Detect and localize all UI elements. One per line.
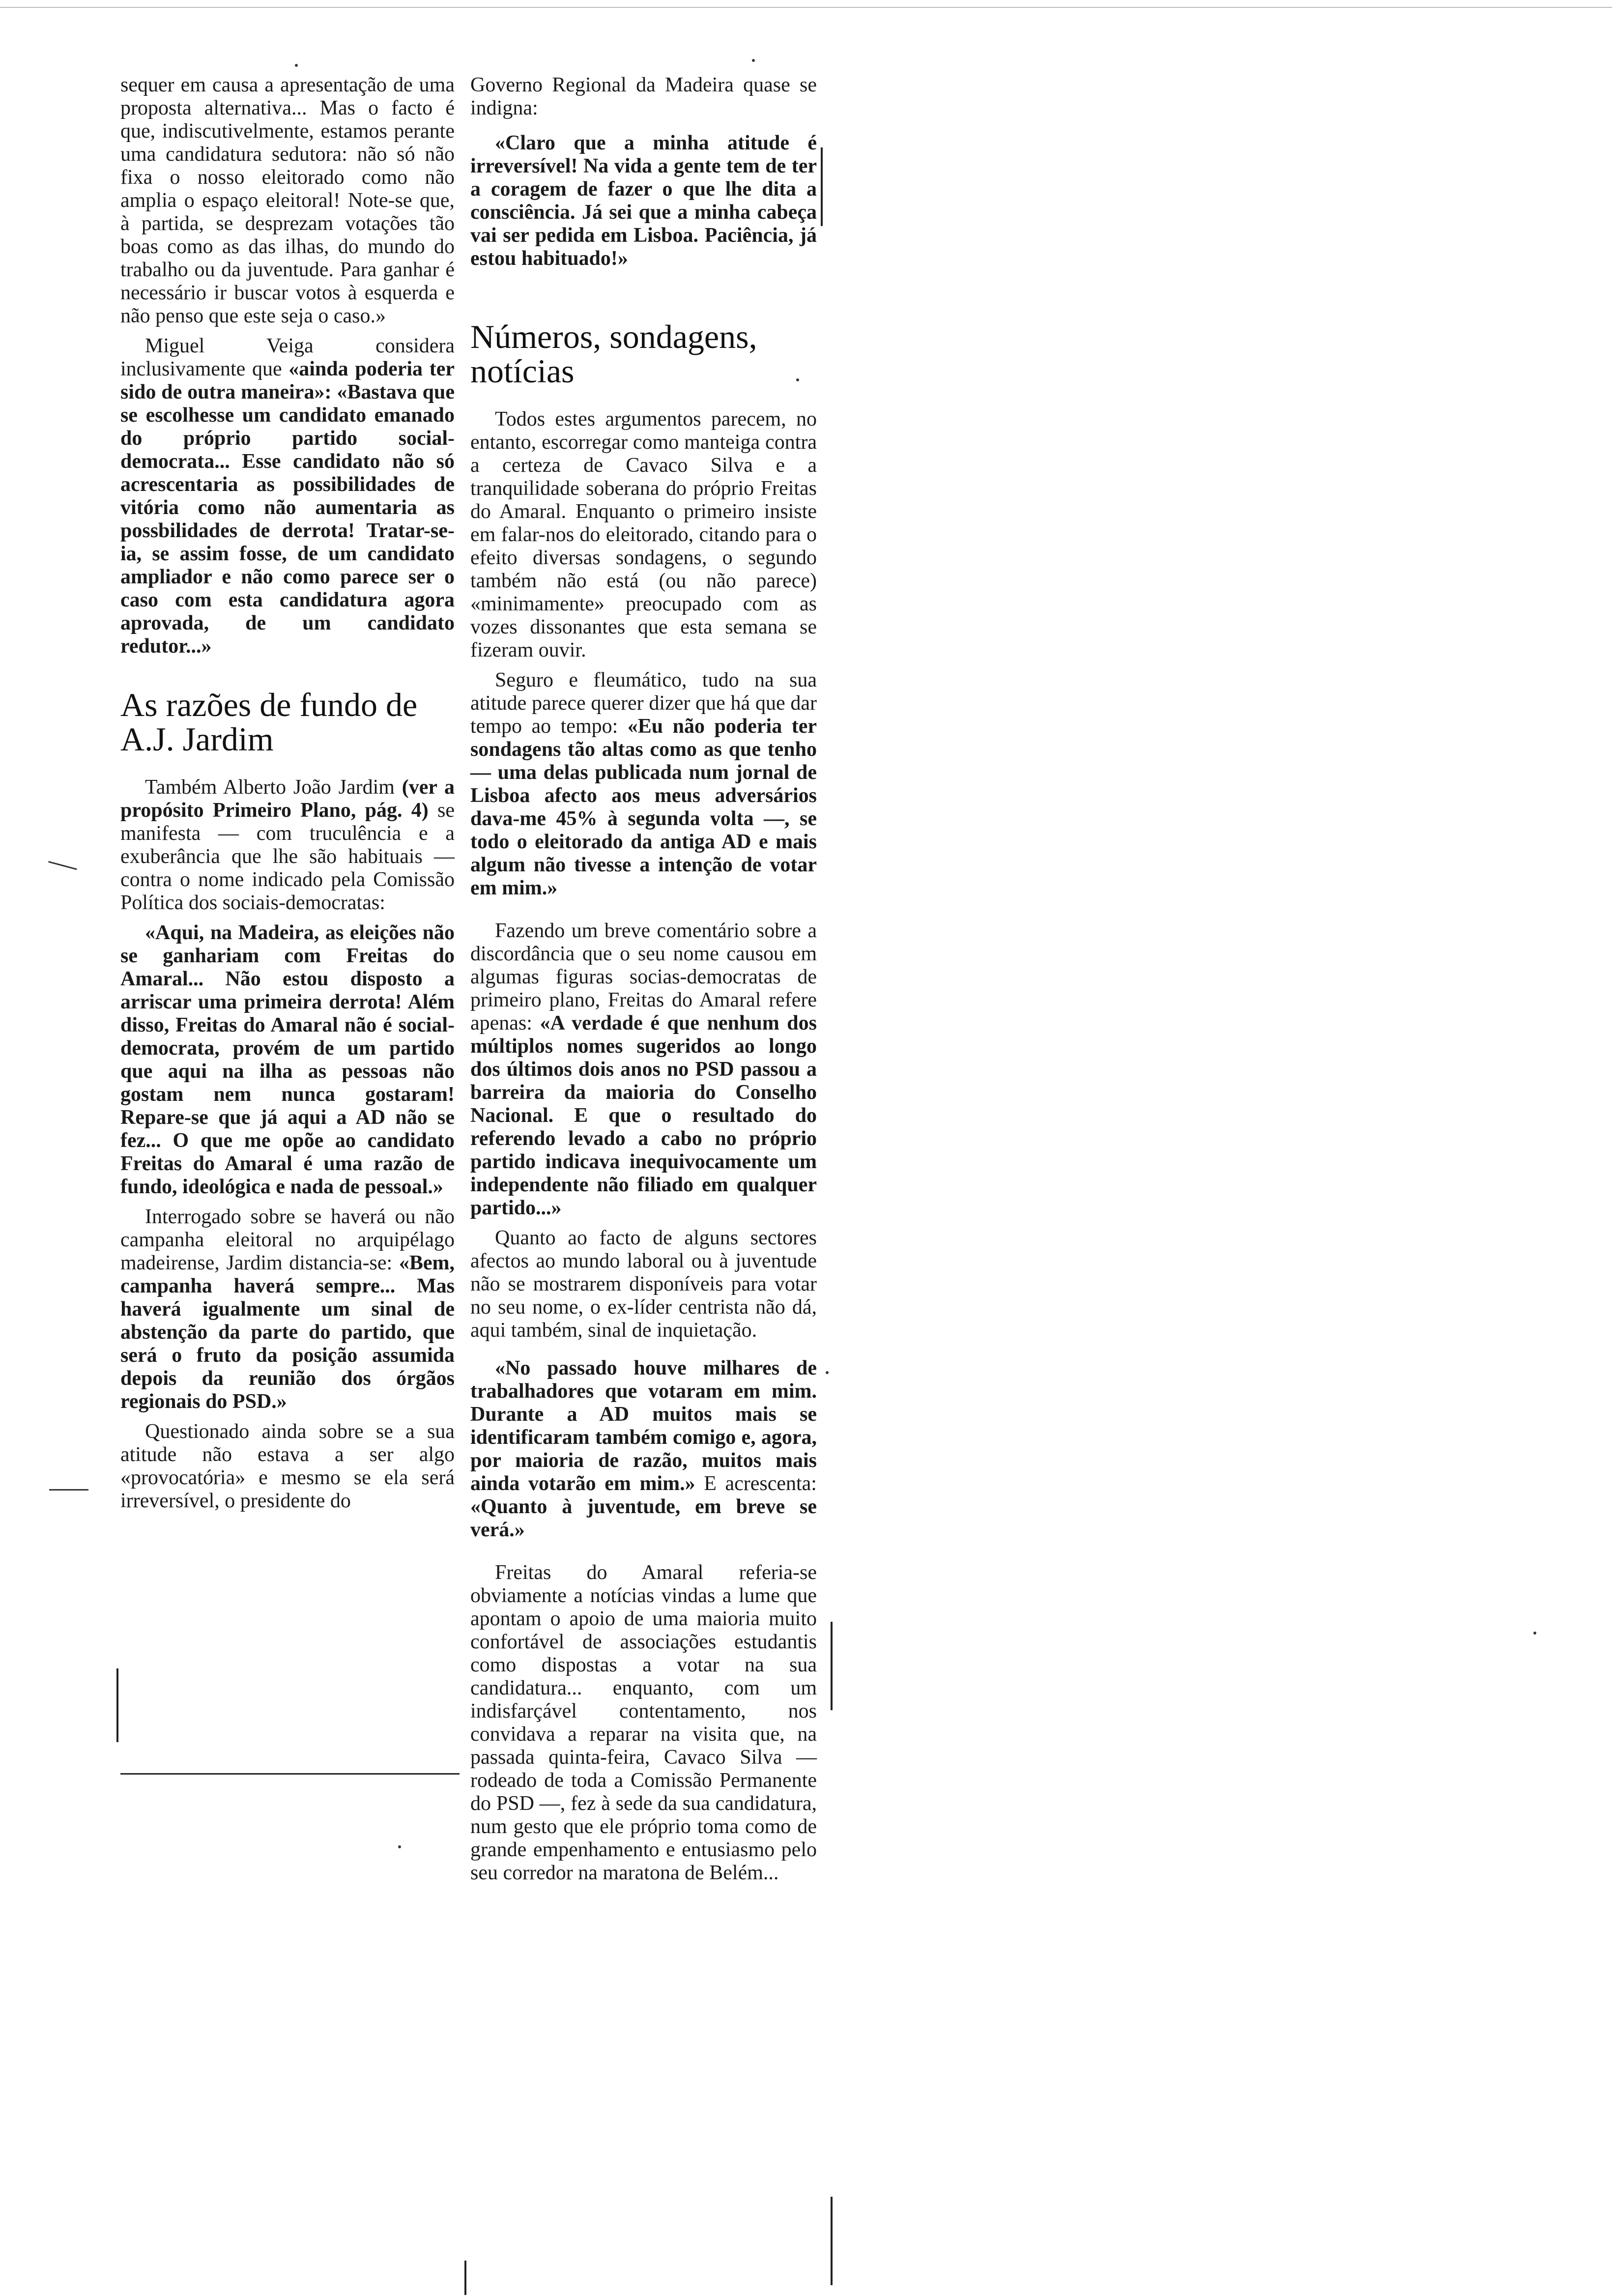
left-paragraph-2	[120, 335, 455, 658]
left-paragraph-4-quote: «Aqui, na Madeira, as eleições não se ganhariam com Freitas do Amaral... Não estou disposto a arriscar uma primeira derrota! Além disso, Freitas do Amaral não é social-democrata, provém de um partido que aqui na ilha as pessoas não gostam nem nunca gostaram! Repare-se que já aqui a AD não se fez... O que me opõe ao candidato Freitas do Amaral é uma razão de fundo, ideológica e nada de pessoal.»	[120, 921, 455, 1198]
scan-speck	[752, 59, 755, 62]
scan-speck	[295, 64, 298, 67]
right-paragraph-7-plain: E acrescenta:	[695, 1472, 817, 1495]
left-paragraph-2-plain: Miguel Veiga considera inclusivamente que	[120, 335, 455, 380]
right-margin-rule-mid	[831, 1622, 833, 1710]
right-heading: Números, sondagens, notícias	[470, 318, 757, 390]
scan-mark	[49, 1479, 88, 1491]
right-paragraph-7	[470, 1357, 817, 1542]
scan-mark	[48, 852, 80, 870]
left-heading: As razões de fundo de A.J. Jardim	[120, 686, 418, 758]
right-paragraph-5-quote: «A verdade é que nenhum dos múltiplos nomes sugeridos ao longo dos últimos dois anos no PSD passou a barreira da maioria do Conselho Nacional. E que o resultado do referendo levado a cabo no próprio partido indicava inequivocamente um independente não filiado em qualquer partido...»	[470, 1012, 817, 1219]
right-margin-rule-top	[821, 147, 823, 226]
right-paragraph-3	[470, 408, 817, 662]
left-column-end-rule	[120, 1773, 460, 1775]
left-paragraph-5-plain: Interrogado sobre se haverá ou não campanha eleitoral no arquipélago madeirense, Jardim distancia-se:	[120, 1205, 455, 1274]
right-paragraph-8-plain: Freitas do Amaral referia-se obviamente a notícias vindas a lume que apontam o apoio de uma maioria muito confortável de associações estudantis como dispostas a votar na sua candidatura... enquanto, com um indisfarçável contentamento, nos convidava a reparar na visita que, na passada quinta-feira, Cavaco Silva — rodeado de toda a Comissão Permanente do PSD —, fez à sede da sua candidatura, num gesto que ele próprio toma como de grande empenhamento e entusiasmo pelo seu corredor na maratona de Belém...	[470, 1561, 817, 1884]
left-margin-rule	[116, 1668, 118, 1742]
right-paragraph-1-plain: Governo Regional da Madeira quase se indigna:	[470, 74, 817, 119]
left-paragraph-3-plain2: se manifesta — com truculência e a exuberância que lhe são habituais — contra o nome indicado pela Comissão Política dos sociais-democratas:	[120, 799, 455, 914]
right-paragraph-7-quote: «No passado houve milhares de trabalhadores que votaram em mim. Durante a AD muitos mais se identificaram também comigo e, agora, por maioria de razão, muitos mais ainda votarão em mim.»	[470, 1357, 817, 1495]
right-paragraph-1	[470, 74, 817, 120]
left-paragraph-6	[120, 1420, 455, 1513]
left-paragraph-2-quote: «ainda poderia ter sido de outra maneira»: «Bastava que se escolhesse um candidato emanado do próprio partido social-democrata... Esse candidato não só acrescentaria as possibilidades de vitória como não aumentaria as possbilidades de derrota! Tratar-se-ia, se assim fosse, de um candidato ampliador e não como parece ser o caso com esta candidatura agora aprovada, de um candidato redutor...»	[120, 358, 455, 658]
right-paragraph-5	[470, 919, 817, 1220]
right-paragraph-3-plain: Todos estes argumentos parecem, no entanto, escorregar como manteiga contra a certeza de Cavaco Silva e a tranquilidade soberana do próprio Freitas do Amaral. Enquanto o primeiro insiste em falar-nos do eleitorado, citando para o efeito diversas sondagens, o segundo também não está (ou não parece) «minimamente» preocupado com as vozes dissonantes que esta semana se fizeram ouvir.	[470, 408, 817, 661]
left-paragraph-3-plain: Também Alberto João Jardim	[145, 776, 402, 799]
scan-speck	[398, 1845, 401, 1848]
right-paragraph-6	[470, 1227, 817, 1342]
left-paragraph-6-plain: Questionado ainda sobre se a sua atitude não estava a ser algo «provocatória» e mesmo se ela será irreversível, o presidente do	[120, 1420, 455, 1512]
right-margin-rule-bottom	[831, 2197, 833, 2285]
right-paragraph-5-plain: Fazendo um breve comentário sobre a discordância que o seu nome causou em algumas figuras socias-democratas de primeiro plano, Freitas do Amaral refere apenas:	[470, 919, 817, 1034]
scan-speck	[826, 1371, 829, 1374]
left-paragraph-3-bold: (ver a propósito Primeiro Plano, pág. 4)	[120, 776, 455, 822]
left-column	[120, 74, 455, 1520]
left-paragraph-1-text: sequer em causa a apresentação de uma proposta alternativa... Mas o facto é que, indiscutivelmente, estamos perante uma candidatura sedutora: não só não fixa o nosso eleitorado como não amplia o espaço eleitoral! Note-se que, à partida, se desprezam votações tão boas como as das ilhas, do mundo do trabalho ou da juventude. Para ganhar é necessário ir buscar votos à esquerda e não penso que este seja o caso.»	[120, 74, 455, 327]
left-paragraph-5-quote: «Bem, campanha haverá sempre... Mas haverá igualmente um sinal de abstenção da parte do partido, que será o fruto da posição assumida depois da reunião dos órgãos regionais do PSD.»	[120, 1252, 455, 1413]
right-paragraph-2	[470, 132, 817, 270]
right-column	[470, 74, 817, 1892]
right-paragraph-2-quote: «Claro que a minha atitude é irreversível! Na vida a gente tem de ter a coragem de fazer o que lhe dita a consciência. Já sei que a minha cabeça vai ser pedida em Lisboa. Paciência, já estou habituado!»	[470, 132, 817, 270]
left-paragraph-1	[120, 74, 455, 328]
right-paragraph-4-quote: «Eu não poderia ter sondagens tão altas como as que tenho — uma delas publicada num jornal de Lisboa afecto aos meus adversários dava-me 45% à segunda volta —, se todo o eleitorado da antiga AD e mais algum não tivesse a intenção de votar em mim.»	[470, 715, 817, 899]
right-paragraph-8	[470, 1561, 817, 1885]
right-paragraph-6-plain: Quanto ao facto de alguns sectores afectos ao mundo laboral ou à juventude não se mostrarem disponíveis para votar no seu nome, o ex-líder centrista não dá, aqui também, sinal de inquietação.	[470, 1227, 817, 1342]
left-paragraph-5	[120, 1205, 455, 1413]
right-paragraph-4-plain: Seguro e fleumático, tudo na sua atitude parece querer dizer que há que dar tempo ao tempo:	[470, 669, 817, 738]
left-paragraph-4	[120, 921, 455, 1199]
left-paragraph-3	[120, 776, 455, 915]
right-paragraph-4	[470, 669, 817, 900]
scan-top-rule	[0, 7, 1612, 8]
scan-speck	[1533, 1632, 1536, 1635]
scan-speck	[796, 378, 799, 381]
right-column-left-rule	[464, 2261, 466, 2295]
right-paragraph-7-quote2: «Quanto à juventude, em breve se verá.»	[470, 1495, 817, 1541]
